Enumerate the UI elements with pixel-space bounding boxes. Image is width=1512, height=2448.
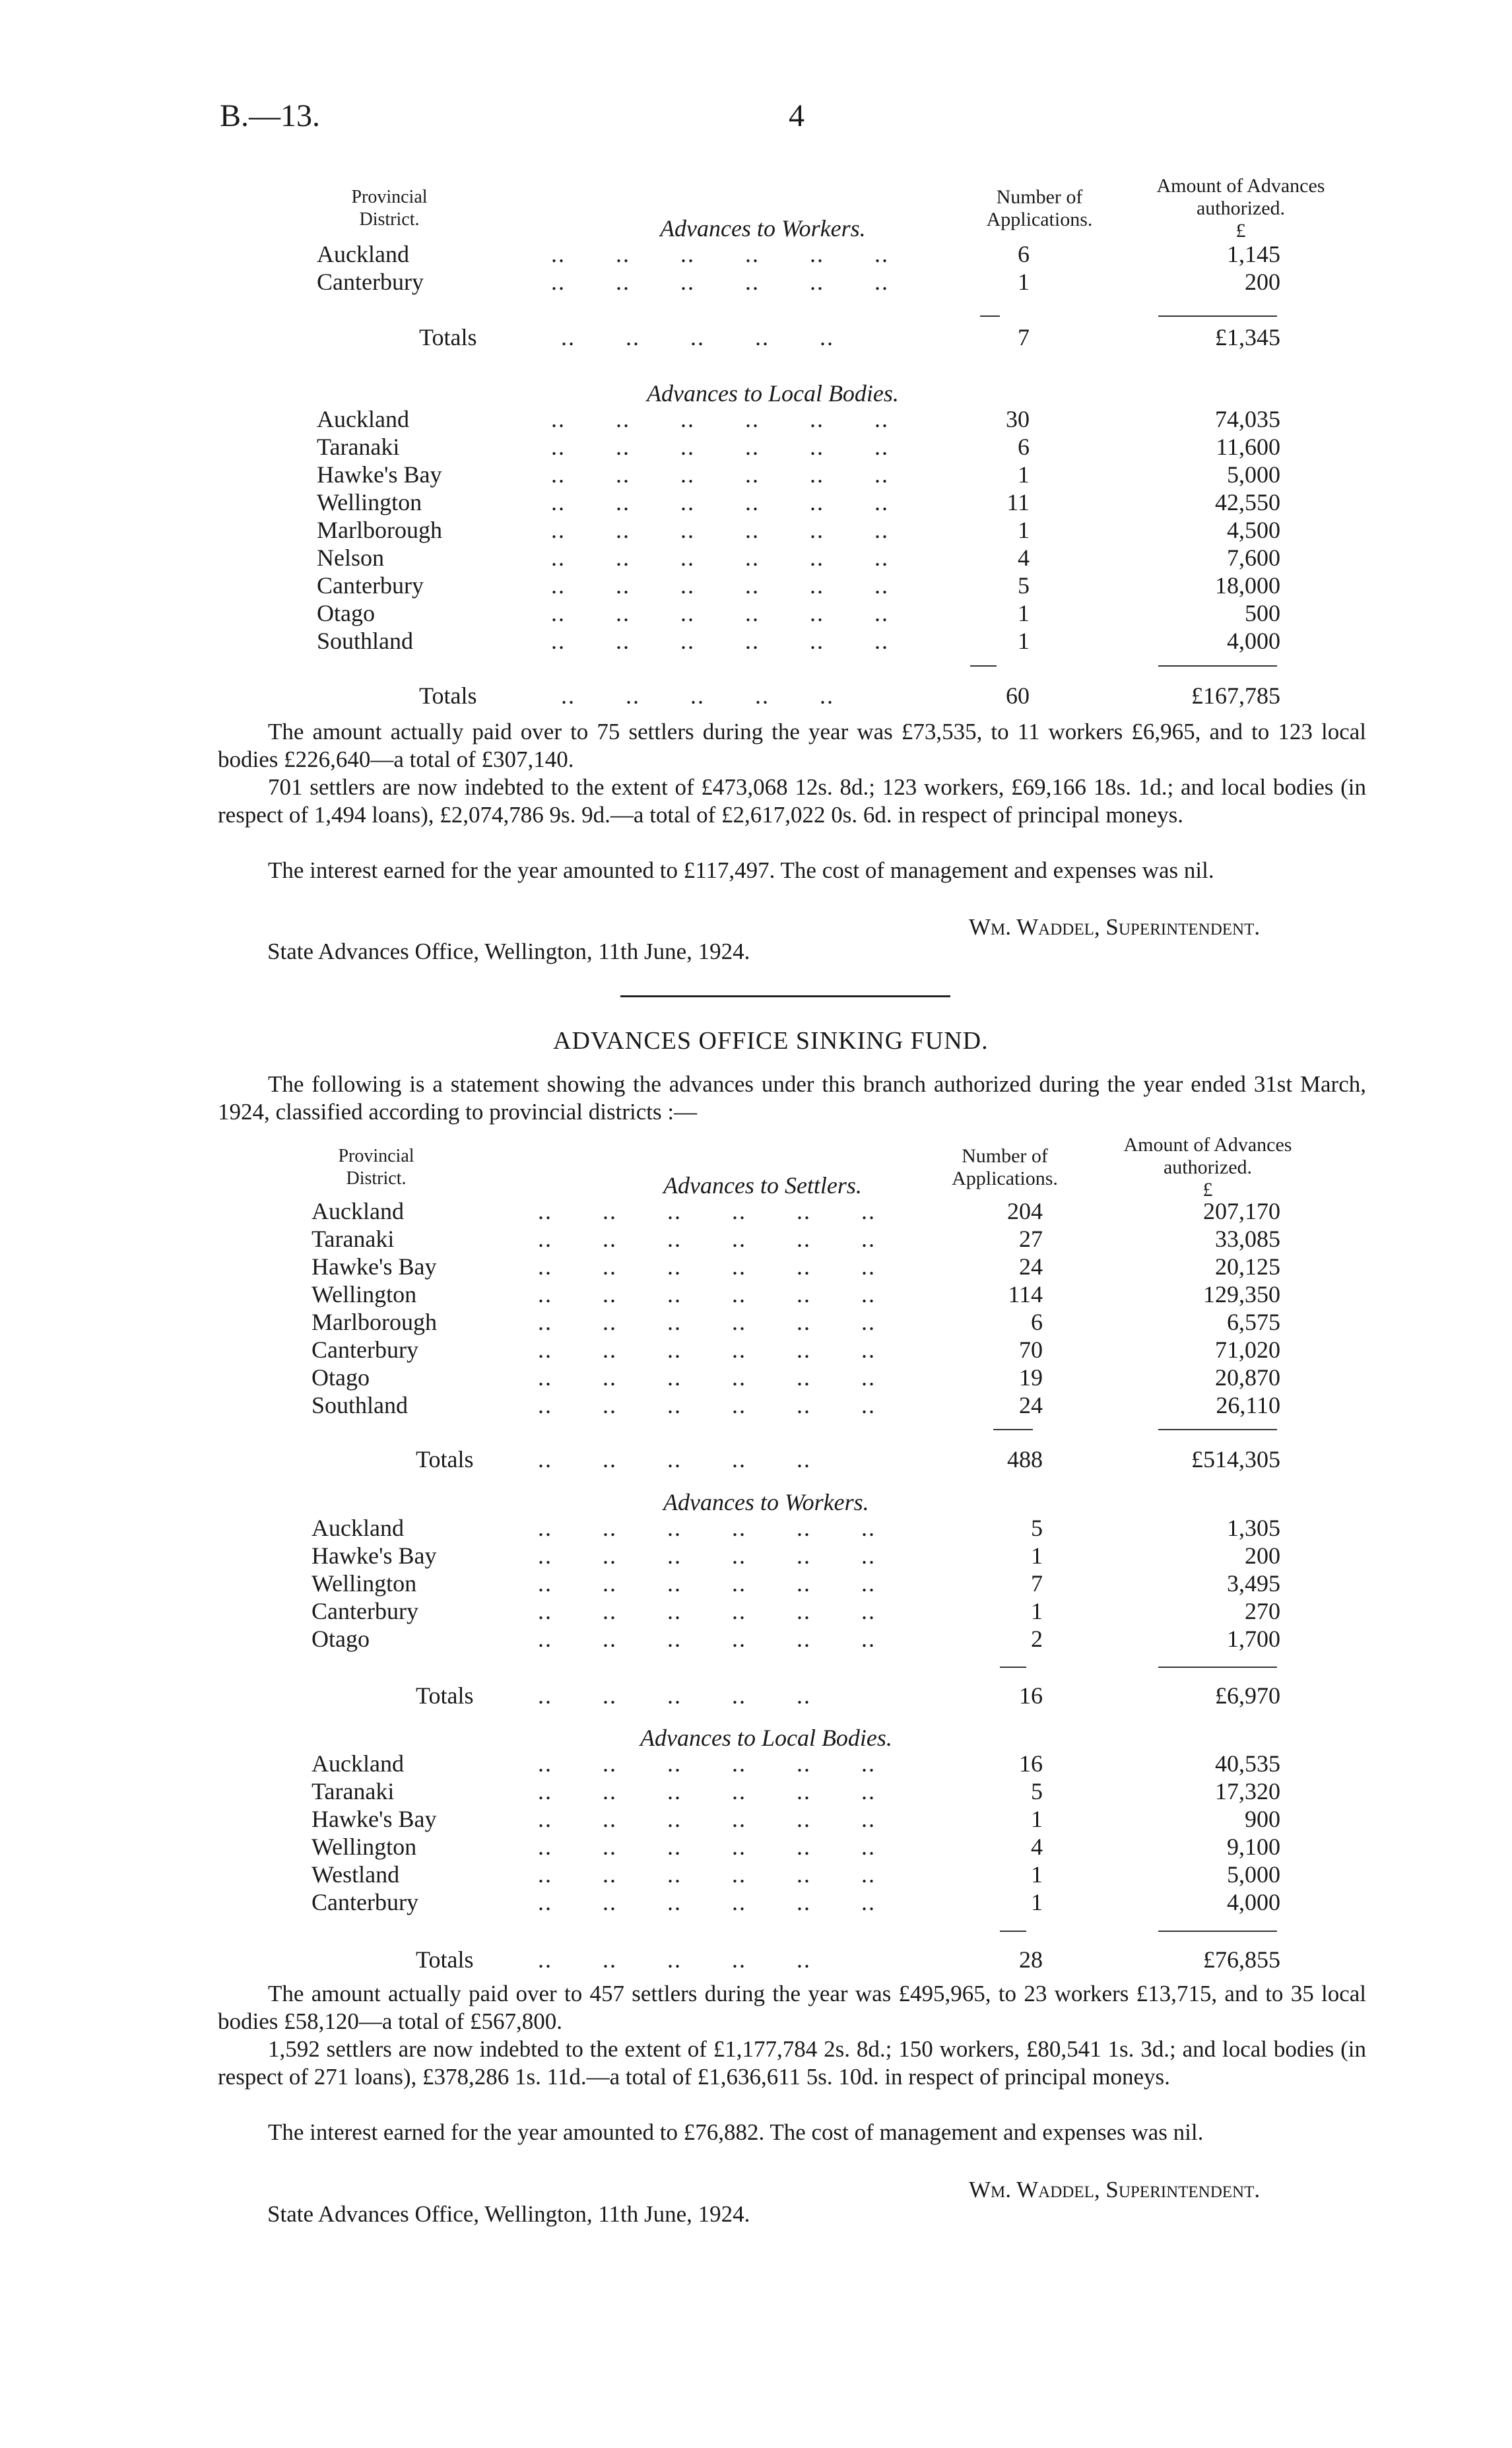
table-row — [0, 461, 1512, 488]
leader-dots: .. .. .. .. .. — [538, 1946, 811, 1973]
table-row — [0, 1597, 1512, 1625]
amount-authorized: 4,500 — [1227, 517, 1280, 543]
rule — [1158, 315, 1277, 317]
totals-label: Totals — [416, 1446, 474, 1472]
paragraph-interest: The interest earned for the year amounted to £117,497. The cost of management and expenses was nil. — [268, 857, 1214, 883]
table-row — [0, 405, 1512, 433]
table-row — [0, 1308, 1512, 1336]
col-header-amount — [1132, 175, 1350, 242]
col-header-amount — [1099, 1134, 1317, 1201]
paragraph-indebted: 1,592 settlers are now indebted to the extent of £1,177,784 2s. 8d.; 150 workers, £80,541 1s. 3d.; and local bodies (in respect of 271 loans), £378,286 1s. 11d.—a total of £1,636,611 5s. 10d. in respect of principal moneys. — [218, 2036, 1366, 2090]
col-header-applications: Number of Applications. — [986, 186, 1093, 230]
amount-authorized: 20,870 — [1215, 1364, 1280, 1391]
col-header-district: Provincial District. — [351, 187, 428, 230]
paragraph-paid: The amount actually paid over to 457 settlers during the year was £495,965, to 23 workers £13,715, and to 35 local bodies £58,120—a total of £567,800. — [218, 1981, 1366, 2034]
rule — [1158, 665, 1277, 667]
district-name: Wellington — [312, 1570, 417, 1597]
totals-row — [0, 1946, 1512, 1973]
applications-count: 2 — [1031, 1626, 1043, 1652]
leader-dots: .. .. .. .. .. .. — [551, 241, 889, 267]
applications-count: 27 — [1019, 1226, 1043, 1252]
leader-dots: .. .. .. .. .. .. — [551, 406, 889, 432]
applications-count: 4 — [1018, 545, 1030, 571]
subsection-title-workers: Advances to Workers. — [660, 215, 866, 242]
total-applications: 16 — [1019, 1682, 1043, 1709]
district-name: Auckland — [312, 1515, 404, 1541]
total-amount: £1,345 — [1215, 324, 1280, 350]
table-row — [0, 1336, 1512, 1364]
office-date: State Advances Office, Wellington, 11th June, 1924. — [267, 939, 750, 964]
applications-count: 204 — [1007, 1198, 1043, 1224]
totals-row — [0, 682, 1512, 710]
table-row — [0, 1833, 1512, 1861]
leader-dots: .. .. .. .. .. .. — [538, 1253, 876, 1280]
amount-authorized: 33,085 — [1215, 1226, 1280, 1252]
subsection-title-local: Advances to Local Bodies. — [647, 380, 899, 407]
amount-authorized: 42,550 — [1215, 489, 1280, 515]
leader-dots: .. .. .. .. .. .. — [538, 1778, 876, 1804]
applications-count: 30 — [1006, 406, 1030, 432]
totals-workers-2 — [0, 1682, 1512, 1709]
table-row — [0, 1225, 1512, 1253]
leader-dots: .. .. .. .. .. .. — [538, 1515, 876, 1541]
rule — [980, 315, 1000, 317]
amount-authorized: 71,020 — [1215, 1337, 1280, 1363]
leader-dots: .. .. .. .. .. .. — [551, 572, 889, 599]
table-row — [0, 1777, 1512, 1805]
amount-authorized: 3,495 — [1227, 1570, 1280, 1597]
amount-authorized: 200 — [1245, 1542, 1280, 1569]
applications-count: 5 — [1031, 1515, 1043, 1541]
leader-dots: .. .. .. .. .. .. — [538, 1889, 876, 1915]
district-name: Southland — [317, 628, 414, 654]
paragraph-paid: The amount actually paid over to 75 settlers during the year was £73,535, to 11 workers £6,965, and to 123 local bodies £226,640—a total of £307,140. — [218, 719, 1366, 772]
total-amount: £514,305 — [1191, 1446, 1280, 1472]
district-name: Auckland — [312, 1750, 404, 1777]
leader-dots: .. .. .. .. .. .. — [551, 600, 889, 626]
col-header-district: Provincial District. — [338, 1146, 414, 1189]
leader-dots: .. .. .. .. .. .. — [551, 489, 889, 515]
section-separator — [620, 995, 950, 997]
amount-authorized: 500 — [1245, 600, 1280, 626]
paragraph-interest: The interest earned for the year amounted to £76,882. The cost of management and expenses was nil. — [268, 2119, 1204, 2145]
district-name: Canterbury — [317, 572, 424, 599]
applications-count: 1 — [1031, 1598, 1043, 1624]
applications-count: 16 — [1019, 1750, 1043, 1777]
district-name: Canterbury — [312, 1889, 418, 1915]
totals-settlers-2 — [0, 1445, 1512, 1473]
applications-count: 1 — [1018, 269, 1030, 295]
amount-authorized: 1,145 — [1227, 241, 1280, 267]
totals-row — [0, 323, 1512, 351]
leader-dots: .. .. .. .. .. — [538, 1446, 811, 1472]
table-row — [0, 240, 1512, 268]
applications-count: 1 — [1031, 1889, 1043, 1915]
table-row — [0, 544, 1512, 572]
amount-authorized: 4,000 — [1227, 628, 1280, 654]
totals-label: Totals — [416, 1946, 474, 1973]
applications-count: 1 — [1018, 628, 1030, 654]
district-name: Otago — [312, 1626, 370, 1652]
district-name: Taranaki — [312, 1226, 395, 1252]
amount-authorized: 6,575 — [1227, 1309, 1280, 1335]
district-name: Taranaki — [317, 434, 400, 460]
total-applications: 60 — [1006, 682, 1030, 709]
table-settlers-2 — [0, 1197, 1512, 1419]
leader-dots: .. .. .. .. .. .. — [538, 1392, 876, 1418]
leader-dots: .. .. .. .. .. .. — [551, 628, 889, 654]
amount-authorized: 4,000 — [1227, 1889, 1280, 1915]
amount-authorized: 18,000 — [1215, 572, 1280, 599]
col-header-amount-unit: £ — [1202, 1179, 1213, 1201]
amount-authorized: 74,035 — [1215, 406, 1280, 432]
table-local-1 — [0, 405, 1512, 655]
col-header-amount-unit: £ — [1235, 220, 1246, 242]
applications-count: 6 — [1018, 434, 1030, 460]
page-number: 4 — [789, 98, 805, 133]
table-row — [0, 1280, 1512, 1308]
amount-authorized: 900 — [1245, 1806, 1280, 1832]
signature: Wm. Waddel, Superintendent. — [969, 2177, 1261, 2202]
district-name: Otago — [317, 600, 375, 626]
amount-authorized: 17,320 — [1215, 1778, 1280, 1804]
district-name: Hawke's Bay — [312, 1542, 437, 1569]
subsection-title-settlers: Advances to Settlers. — [663, 1172, 862, 1199]
district-name: Wellington — [312, 1834, 417, 1860]
leader-dots: .. .. .. .. .. .. — [538, 1806, 876, 1832]
table-row — [0, 599, 1512, 627]
leader-dots: .. .. .. .. .. .. — [538, 1337, 876, 1363]
applications-count: 1 — [1018, 517, 1030, 543]
leader-dots: .. .. .. .. .. .. — [538, 1226, 876, 1252]
col-header-amount-label: Amount of Advances authorized. — [1156, 175, 1325, 219]
district-name: Hawke's Bay — [317, 461, 442, 488]
amount-authorized: 1,305 — [1227, 1515, 1280, 1541]
leader-dots: .. .. .. .. .. — [538, 1682, 811, 1709]
paragraph-indebted: 701 settlers are now indebted to the extent of £473,068 12s. 8d.; 123 workers, £69,166 18s. 1d.; and local bodies (in respect of 1,494 loans), £2,074,786 9s. 9d.—a total of £2,617,022 0s. 6d. in respect of principal moneys. — [218, 774, 1366, 828]
applications-count: 1 — [1018, 461, 1030, 488]
amount-authorized: 5,000 — [1227, 1861, 1280, 1888]
rule — [970, 665, 997, 667]
applications-count: 1 — [1031, 1861, 1043, 1888]
table-workers-1 — [0, 240, 1512, 296]
leader-dots: .. .. .. .. .. .. — [551, 269, 889, 295]
district-name: Nelson — [317, 545, 384, 571]
district-name: Auckland — [317, 406, 409, 432]
table-row — [0, 1197, 1512, 1225]
amount-authorized: 1,700 — [1227, 1626, 1280, 1652]
applications-count: 114 — [1008, 1281, 1043, 1307]
leader-dots: .. .. .. .. .. .. — [538, 1570, 876, 1597]
amount-authorized: 26,110 — [1216, 1392, 1280, 1418]
total-amount: £76,855 — [1203, 1946, 1280, 1973]
rule — [1158, 1667, 1277, 1668]
totals-local-1 — [0, 682, 1512, 710]
leader-dots: .. .. .. .. .. — [561, 324, 834, 350]
leader-dots: .. .. .. .. .. .. — [538, 1198, 876, 1224]
rule — [993, 1429, 1033, 1430]
amount-authorized: 11,600 — [1216, 434, 1280, 460]
applications-count: 1 — [1018, 600, 1030, 626]
leader-dots: .. .. .. .. .. — [561, 682, 834, 709]
leader-dots: .. .. .. .. .. .. — [538, 1309, 876, 1335]
total-applications: 28 — [1019, 1946, 1043, 1973]
table-row — [0, 1514, 1512, 1542]
table-row — [0, 1625, 1512, 1653]
district-name: Canterbury — [317, 269, 424, 295]
signature: Wm. Waddel, Superintendent. — [969, 914, 1261, 940]
applications-count: 1 — [1031, 1806, 1043, 1832]
totals-local-2 — [0, 1946, 1512, 1973]
rule — [1158, 1931, 1277, 1932]
total-applications: 488 — [1007, 1446, 1043, 1472]
table-row — [0, 516, 1512, 544]
leader-dots: .. .. .. .. .. .. — [538, 1861, 876, 1888]
rule — [1158, 1429, 1277, 1430]
leader-dots: .. .. .. .. .. .. — [538, 1281, 876, 1307]
table-row — [0, 488, 1512, 516]
table-row — [0, 1861, 1512, 1888]
district-name: Hawke's Bay — [312, 1806, 437, 1832]
amount-authorized: 129,350 — [1203, 1281, 1280, 1307]
table-workers-2 — [0, 1514, 1512, 1653]
applications-count: 6 — [1018, 241, 1030, 267]
leader-dots: .. .. .. .. .. .. — [538, 1626, 876, 1652]
office-date: State Advances Office, Wellington, 11th June, 1924. — [267, 2201, 750, 2227]
totals-row — [0, 1682, 1512, 1709]
district-name: Canterbury — [312, 1337, 418, 1363]
totals-row — [0, 1445, 1512, 1473]
leader-dots: .. .. .. .. .. .. — [538, 1834, 876, 1860]
applications-count: 4 — [1031, 1834, 1043, 1860]
subsection-title-workers: Advances to Workers. — [663, 1489, 869, 1515]
table-row — [0, 572, 1512, 599]
table-row — [0, 1253, 1512, 1280]
amount-authorized: 40,535 — [1215, 1750, 1280, 1777]
document-reference: B.—13. — [220, 98, 321, 133]
applications-count: 7 — [1031, 1570, 1043, 1597]
rule — [1000, 1931, 1026, 1932]
district-name: Auckland — [312, 1198, 404, 1224]
rule — [1000, 1667, 1026, 1668]
subsection-title-local: Advances to Local Bodies. — [640, 1725, 892, 1751]
amount-authorized: 5,000 — [1227, 461, 1280, 488]
col-header-amount-label: Amount of Advances authorized. — [1123, 1134, 1292, 1178]
amount-authorized: 9,100 — [1227, 1834, 1280, 1860]
district-name: Wellington — [312, 1281, 417, 1307]
amount-authorized: 7,600 — [1227, 545, 1280, 571]
table-row — [0, 1750, 1512, 1777]
district-name: Taranaki — [312, 1778, 395, 1804]
table-row — [0, 1570, 1512, 1597]
leader-dots: .. .. .. .. .. .. — [538, 1364, 876, 1391]
district-name: Auckland — [317, 241, 409, 267]
table-row — [0, 1888, 1512, 1916]
applications-count: 1 — [1031, 1542, 1043, 1569]
applications-count: 24 — [1019, 1253, 1043, 1280]
district-name: Marlborough — [312, 1309, 437, 1335]
table-row — [0, 627, 1512, 655]
table-row — [0, 1391, 1512, 1419]
applications-count: 5 — [1018, 572, 1030, 599]
table-row — [0, 433, 1512, 461]
district-name: Hawke's Bay — [312, 1253, 437, 1280]
totals-label: Totals — [419, 324, 477, 350]
applications-count: 6 — [1031, 1309, 1043, 1335]
totals-label: Totals — [419, 682, 477, 709]
leader-dots: .. .. .. .. .. .. — [538, 1598, 876, 1624]
leader-dots: .. .. .. .. .. .. — [551, 517, 889, 543]
leader-dots: .. .. .. .. .. .. — [551, 434, 889, 460]
total-amount: £6,970 — [1215, 1682, 1280, 1709]
district-name: Southland — [312, 1392, 409, 1418]
district-name: Marlborough — [317, 517, 442, 543]
table-row — [0, 268, 1512, 296]
applications-count: 5 — [1031, 1778, 1043, 1804]
amount-authorized: 20,125 — [1215, 1253, 1280, 1280]
applications-count: 19 — [1019, 1364, 1043, 1391]
amount-authorized: 270 — [1245, 1598, 1280, 1624]
applications-count: 24 — [1019, 1392, 1043, 1418]
table-local-2 — [0, 1750, 1512, 1916]
leader-dots: .. .. .. .. .. .. — [551, 461, 889, 488]
district-name: Wellington — [317, 489, 422, 515]
district-name: Otago — [312, 1364, 370, 1391]
totals-workers-1 — [0, 323, 1512, 351]
table-row — [0, 1542, 1512, 1570]
leader-dots: .. .. .. .. .. .. — [538, 1750, 876, 1777]
total-applications: 7 — [1018, 324, 1030, 350]
leader-dots: .. .. .. .. .. .. — [538, 1542, 876, 1569]
district-name: Canterbury — [312, 1598, 418, 1624]
amount-authorized: 207,170 — [1203, 1198, 1280, 1224]
table-row — [0, 1364, 1512, 1391]
total-amount: £167,785 — [1191, 682, 1280, 709]
totals-label: Totals — [416, 1682, 474, 1709]
district-name: Westland — [312, 1861, 400, 1888]
paragraph-intro: The following is a statement showing the advances under this branch authorized during the year ended 31st March, 1924, classified according to provincial districts :— — [218, 1071, 1366, 1125]
table-row — [0, 1805, 1512, 1833]
col-header-applications: Number of Applications. — [952, 1145, 1058, 1189]
amount-authorized: 200 — [1245, 269, 1280, 295]
leader-dots: .. .. .. .. .. .. — [551, 545, 889, 571]
applications-count: 70 — [1019, 1337, 1043, 1363]
section-title: ADVANCES OFFICE SINKING FUND. — [553, 1027, 989, 1055]
applications-count: 11 — [1006, 489, 1030, 515]
